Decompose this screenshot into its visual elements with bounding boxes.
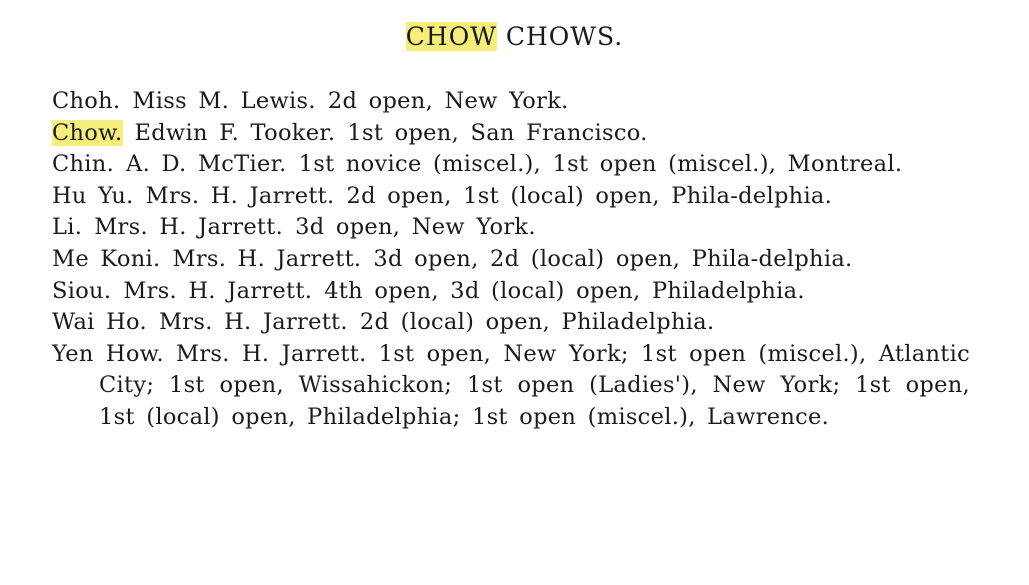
entry-owner: Mrs. H. Jarrett. (158, 309, 348, 336)
entry-dog-name: Siou. (52, 277, 112, 304)
entry-awards: 2d (local) open, Philadelphia. (359, 309, 715, 336)
entry-dog-name: Me Koni. (52, 245, 161, 272)
entry-owner: Mrs. H. Jarrett. (176, 340, 367, 367)
entry (52, 307, 970, 339)
entry (52, 244, 970, 276)
entry (52, 149, 970, 181)
entry-owner: Mrs. H. Jarrett. (94, 214, 284, 241)
entry-awards: 2d open, 1st (local) open, Phila-delphia. (346, 182, 833, 209)
entry-awards: 1st novice (miscel.), 1st open (miscel.), Montreal. (298, 151, 903, 178)
heading-rest: CHOWS. (496, 22, 624, 51)
entry (52, 339, 970, 434)
entry (52, 86, 970, 118)
entry (52, 212, 970, 244)
entry-list (52, 86, 970, 434)
entry-dog-name: Chow. (52, 119, 123, 146)
entry-awards: 1st open, San Francisco. (347, 119, 648, 146)
entry-owner: Edwin F. Tooker. (134, 119, 336, 146)
entry-owner: Mrs. H. Jarrett. (145, 182, 335, 209)
entry-dog-name: Choh. (52, 88, 121, 114)
entry (52, 181, 970, 213)
section-heading (0, 22, 1029, 51)
entry-awards: 4th open, 3d (local) open, Philadelphia. (324, 277, 805, 304)
heading-highlight: CHOW (405, 22, 497, 51)
entry-owner: Mrs. H. Jarrett. (172, 245, 362, 272)
entry-dog-name: Li. (52, 214, 83, 241)
entry (52, 276, 970, 308)
entry-awards: 3d open, New York. (295, 214, 536, 241)
entry (52, 118, 970, 150)
entry-dog-name: Hu Yu. (52, 182, 134, 209)
entry-owner: A. D. McTier. (126, 151, 287, 178)
entry-dog-name: Chin. (52, 151, 115, 178)
entry-dog-name: Wai Ho. (52, 309, 147, 336)
entry-owner: Miss M. Lewis. (132, 88, 316, 114)
entry-owner: Mrs. H. Jarrett. (123, 277, 313, 304)
entry-awards: 2d open, New York. (327, 88, 569, 114)
entry-awards: 1st open, New York; 1st open (miscel.), Atlantic City; 1st open, Wissahickon; 1st open (Ladies'), New York; 1st open, 1st (local) open, Philadelphia; 1st open (miscel.), Lawrence. (99, 340, 970, 430)
entry-dog-name: Yen How. (52, 340, 165, 367)
entry-awards: 3d open, 2d (local) open, Phila-delphia. (373, 245, 853, 272)
